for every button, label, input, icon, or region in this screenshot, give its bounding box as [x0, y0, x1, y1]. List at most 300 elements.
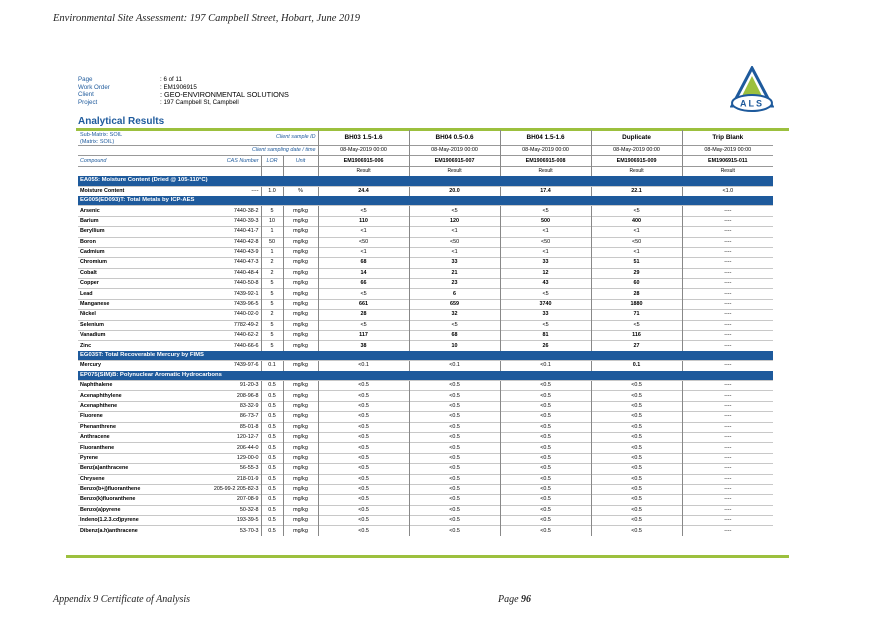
- result-value: <0.5: [591, 380, 682, 390]
- cas-number: 56-55-3: [200, 464, 261, 474]
- lor-value: 0.5: [261, 412, 283, 422]
- table-row: [78, 432, 773, 442]
- lor-value: 5: [261, 320, 283, 330]
- column-header-row: [78, 156, 773, 166]
- result-value: <5: [318, 320, 409, 330]
- cas-number: 7440-38-2: [200, 206, 261, 216]
- result-value: ----: [682, 443, 773, 453]
- unit-value: mg/kg: [283, 474, 318, 484]
- result-value: <5: [591, 206, 682, 216]
- section-header-row: [78, 371, 773, 381]
- result-value: <0.5: [500, 401, 591, 411]
- result-value: ----: [682, 289, 773, 299]
- result-value: 68: [409, 331, 500, 341]
- compound-name: Dibenz(a.h)anthracene: [78, 526, 200, 536]
- compound-name: Arsenic: [78, 206, 200, 216]
- unit-value: mg/kg: [283, 422, 318, 432]
- table-row: [78, 495, 773, 505]
- lor-value: 0.5: [261, 453, 283, 463]
- report-meta: [78, 76, 289, 107]
- result-value: <1: [318, 247, 409, 257]
- table-row: [78, 526, 773, 536]
- result-value: 10: [409, 341, 500, 351]
- result-value: 33: [500, 310, 591, 320]
- result-value: <5: [500, 289, 591, 299]
- cas-number: 50-32-8: [200, 505, 261, 515]
- result-value: <0.5: [591, 443, 682, 453]
- result-value: ----: [682, 331, 773, 341]
- table-row: [78, 320, 773, 330]
- cas-number: 86-73-7: [200, 412, 261, 422]
- result-value: <1: [591, 227, 682, 237]
- unit-value: %: [283, 186, 318, 196]
- result-value: <1: [409, 247, 500, 257]
- lor-value: 0.5: [261, 401, 283, 411]
- section-title: EA055: Moisture Content (Dried @ 105-110°C): [78, 176, 773, 186]
- sample-date-1: 08-May-2019 00:00: [318, 146, 409, 156]
- compound-name: Benz(a)anthracene: [78, 464, 200, 474]
- lor-header: LOR: [261, 156, 283, 166]
- lor-value: 0.5: [261, 516, 283, 526]
- compound-name: Fluoranthene: [78, 443, 200, 453]
- table-row: [78, 289, 773, 299]
- unit-value: mg/kg: [283, 464, 318, 474]
- result-value: 28: [318, 310, 409, 320]
- result-value: <0.5: [500, 391, 591, 401]
- table-row: [78, 299, 773, 309]
- result-value: <0.5: [318, 495, 409, 505]
- result-value: <0.1: [409, 361, 500, 371]
- cas-number: 193-39-5: [200, 516, 261, 526]
- result-label-2: Result: [409, 166, 500, 176]
- compound-name: Cadmium: [78, 247, 200, 257]
- unit-value: mg/kg: [283, 258, 318, 268]
- result-value: ----: [682, 484, 773, 494]
- lor-value: 0.5: [261, 432, 283, 442]
- result-value: <0.5: [409, 464, 500, 474]
- result-value: 22.1: [591, 186, 682, 196]
- result-value: 12: [500, 268, 591, 278]
- sample-id-5: Trip Blank: [682, 130, 773, 146]
- result-value: <0.1: [500, 361, 591, 371]
- result-value: <5: [500, 320, 591, 330]
- result-value: <0.5: [409, 432, 500, 442]
- table-row: [78, 516, 773, 526]
- lor-value: 50: [261, 237, 283, 247]
- lor-value: 0.5: [261, 495, 283, 505]
- result-value: <0.5: [409, 453, 500, 463]
- unit-value: mg/kg: [283, 453, 318, 463]
- table-row: [78, 258, 773, 268]
- unit-value: mg/kg: [283, 361, 318, 371]
- compound-name: Naphthalene: [78, 380, 200, 390]
- result-value: ----: [682, 516, 773, 526]
- cas-number: 7440-42-8: [200, 237, 261, 247]
- compound-name: Barium: [78, 216, 200, 226]
- cas-number: 7440-41-7: [200, 227, 261, 237]
- result-value: <0.5: [591, 505, 682, 515]
- compound-name: Benzo(k)fluoranthene: [78, 495, 200, 505]
- lor-value: 2: [261, 268, 283, 278]
- result-value: <5: [591, 320, 682, 330]
- result-value: 0.1: [591, 361, 682, 371]
- result-value: 400: [591, 216, 682, 226]
- unit-value: mg/kg: [283, 391, 318, 401]
- cas-header: CAS Number: [200, 156, 261, 166]
- result-label-3: Result: [500, 166, 591, 176]
- unit-value: mg/kg: [283, 237, 318, 247]
- table-row: [78, 443, 773, 453]
- result-value: <0.5: [318, 464, 409, 474]
- result-value: <0.5: [318, 484, 409, 494]
- result-value: <1: [318, 227, 409, 237]
- logo-text: ALS: [740, 98, 764, 109]
- table-row: [78, 268, 773, 278]
- cas-number: 7440-62-2: [200, 331, 261, 341]
- meta-page-value: : 6 of 11: [160, 76, 182, 83]
- result-value: ----: [682, 495, 773, 505]
- cas-number: 218-01-9: [200, 474, 261, 484]
- meta-client-value: : GEO-ENVIRONMENTAL SOLUTIONS: [160, 90, 289, 100]
- result-value: ----: [682, 258, 773, 268]
- result-value: <0.5: [318, 505, 409, 515]
- table-row: [78, 412, 773, 422]
- result-value: <0.5: [409, 526, 500, 536]
- result-value: <0.5: [591, 474, 682, 484]
- table-row: [78, 310, 773, 320]
- result-value: <0.5: [409, 484, 500, 494]
- sample-date-5: 08-May-2019 00:00: [682, 146, 773, 156]
- lor-value: 1: [261, 227, 283, 237]
- result-value: <0.1: [318, 361, 409, 371]
- table-row: [78, 453, 773, 463]
- unit-value: mg/kg: [283, 216, 318, 226]
- compound-name: Chrysene: [78, 474, 200, 484]
- result-label-5: Result: [682, 166, 773, 176]
- result-value: <0.5: [500, 484, 591, 494]
- result-value: 6: [409, 289, 500, 299]
- result-value: 120: [409, 216, 500, 226]
- result-value: 60: [591, 279, 682, 289]
- compound-name: Chromium: [78, 258, 200, 268]
- compound-name: Phenanthrene: [78, 422, 200, 432]
- result-value: <0.5: [500, 412, 591, 422]
- result-value: <0.5: [409, 505, 500, 515]
- unit-value: mg/kg: [283, 380, 318, 390]
- sample-id-2: BH04 0.5-0.6: [409, 130, 500, 146]
- result-value: 81: [500, 331, 591, 341]
- result-value: <0.5: [500, 516, 591, 526]
- lor-value: 2: [261, 258, 283, 268]
- table-row: [78, 391, 773, 401]
- lor-value: 1: [261, 247, 283, 257]
- compound-name: Zinc: [78, 341, 200, 351]
- result-value: <0.5: [409, 422, 500, 432]
- result-value: <0.5: [318, 432, 409, 442]
- page-prefix: Page: [498, 594, 519, 605]
- cas-number: 208-96-8: [200, 391, 261, 401]
- meta-client-label: Client: [78, 91, 94, 99]
- compound-name: Benzo(b+j)fluoranthene: [78, 484, 200, 494]
- section-header-row: [78, 351, 773, 361]
- result-value: <0.5: [318, 453, 409, 463]
- meta-page-label: Page: [78, 76, 93, 83]
- section-header-row: [78, 176, 773, 186]
- result-value: ----: [682, 505, 773, 515]
- lor-value: 2: [261, 310, 283, 320]
- sample-date-4: 08-May-2019 00:00: [591, 146, 682, 156]
- lor-value: 5: [261, 289, 283, 299]
- result-value: <0.5: [500, 422, 591, 432]
- result-value: <0.5: [318, 526, 409, 536]
- table-row: [78, 279, 773, 289]
- lor-value: 5: [261, 341, 283, 351]
- result-value: ----: [682, 320, 773, 330]
- compound-name: Benzo(a)pyrene: [78, 505, 200, 515]
- compound-name: Fluorene: [78, 412, 200, 422]
- result-value: <0.5: [318, 516, 409, 526]
- result-value: <0.5: [591, 464, 682, 474]
- result-value: <5: [318, 206, 409, 216]
- lor-value: 0.5: [261, 505, 283, 515]
- result-value: <0.5: [409, 474, 500, 484]
- result-value: <1: [500, 227, 591, 237]
- result-value: ----: [682, 526, 773, 536]
- table-row: [78, 216, 773, 226]
- result-value: <0.5: [500, 505, 591, 515]
- compound-name: Mercury: [78, 361, 200, 371]
- lor-value: 5: [261, 299, 283, 309]
- lor-value: 10: [261, 216, 283, 226]
- cas-number: 7440-02-0: [200, 310, 261, 320]
- table-row: [78, 331, 773, 341]
- document-footer: Appendix 9 Certificate of Analysis: [53, 594, 191, 605]
- result-value: <0.5: [591, 412, 682, 422]
- table-row: [78, 484, 773, 494]
- compound-name: Copper: [78, 279, 200, 289]
- lor-value: 0.5: [261, 464, 283, 474]
- unit-value: mg/kg: [283, 516, 318, 526]
- unit-value: mg/kg: [283, 341, 318, 351]
- unit-value: mg/kg: [283, 331, 318, 341]
- sample-id-3: BH04 1.5-1.6: [500, 130, 591, 146]
- lor-value: 0.5: [261, 526, 283, 536]
- result-value: ----: [682, 464, 773, 474]
- result-value: ----: [682, 422, 773, 432]
- meta-work-order-value: : EM1906915: [160, 83, 197, 91]
- compound-header: Compound: [78, 156, 200, 166]
- result-value: <0.5: [318, 422, 409, 432]
- result-value: <0.5: [318, 412, 409, 422]
- result-value: <50: [409, 237, 500, 247]
- result-value: ----: [682, 310, 773, 320]
- table-row: [78, 422, 773, 432]
- result-value: ----: [682, 227, 773, 237]
- lab-id-5: EM1906915-011: [682, 156, 773, 166]
- result-value: ----: [682, 279, 773, 289]
- compound-name: Cobalt: [78, 268, 200, 278]
- results-table: [78, 130, 773, 536]
- table-row: [78, 474, 773, 484]
- result-value: 1880: [591, 299, 682, 309]
- unit-value: mg/kg: [283, 484, 318, 494]
- table-row: [78, 401, 773, 411]
- result-value: ----: [682, 237, 773, 247]
- result-value: 71: [591, 310, 682, 320]
- compound-name: Manganese: [78, 299, 200, 309]
- sampling-date-label: Client sampling date / time: [200, 146, 318, 156]
- table-row: [78, 227, 773, 237]
- lab-id-4: EM1906915-009: [591, 156, 682, 166]
- result-value: <0.5: [500, 495, 591, 505]
- result-value: <0.5: [409, 412, 500, 422]
- page-title: Analytical Results: [78, 116, 165, 127]
- result-value: <0.5: [591, 391, 682, 401]
- result-value: <0.5: [500, 453, 591, 463]
- submatrix-text: Sub-Matrix: SOIL: [80, 132, 123, 138]
- cas-number: 7440-47-3: [200, 258, 261, 268]
- table-row: [78, 206, 773, 216]
- unit-value: mg/kg: [283, 227, 318, 237]
- result-value: ----: [682, 391, 773, 401]
- cas-number: 85-01-8: [200, 422, 261, 432]
- result-value: 33: [409, 258, 500, 268]
- result-value: 38: [318, 341, 409, 351]
- matrix-text: (Matrix: SOIL): [80, 138, 115, 145]
- result-value: 24.4: [318, 186, 409, 196]
- unit-value: mg/kg: [283, 279, 318, 289]
- compound-name: Pyrene: [78, 453, 200, 463]
- result-value: 500: [500, 216, 591, 226]
- compound-name: Anthracene: [78, 432, 200, 442]
- page-number-value: 96: [521, 594, 532, 605]
- compound-name: Vanadium: [78, 331, 200, 341]
- sample-id-header-row: [78, 130, 773, 146]
- lab-id-2: EM1906915-007: [409, 156, 500, 166]
- table-row: [78, 237, 773, 247]
- cas-number: 91-20-3: [200, 380, 261, 390]
- result-value: ----: [682, 268, 773, 278]
- lor-value: 5: [261, 279, 283, 289]
- unit-value: mg/kg: [283, 505, 318, 515]
- result-label-1: Result: [318, 166, 409, 176]
- compound-name: Nickel: [78, 310, 200, 320]
- unit-value: mg/kg: [283, 268, 318, 278]
- result-value: <0.5: [409, 495, 500, 505]
- result-value: <0.5: [500, 464, 591, 474]
- result-value: <0.5: [591, 484, 682, 494]
- result-value: ----: [682, 341, 773, 351]
- section-title: EP075(SIM)B: Polynuclear Aromatic Hydrocarbons: [78, 371, 773, 381]
- result-value: 29: [591, 268, 682, 278]
- page-number: [498, 594, 531, 605]
- lor-value: 1.0: [261, 186, 283, 196]
- result-value: <0.5: [591, 432, 682, 442]
- result-value: 17.4: [500, 186, 591, 196]
- unit-header: Unit: [283, 156, 318, 166]
- result-value: <0.5: [591, 422, 682, 432]
- unit-value: mg/kg: [283, 289, 318, 299]
- result-value: 28: [591, 289, 682, 299]
- result-value: <0.5: [409, 391, 500, 401]
- compound-name: Lead: [78, 289, 200, 299]
- result-value: <0.5: [500, 443, 591, 453]
- result-value: <50: [500, 237, 591, 247]
- compound-name: Beryllium: [78, 227, 200, 237]
- compound-name: Moisture Content: [78, 186, 200, 196]
- result-value: <0.5: [318, 401, 409, 411]
- result-value: <50: [318, 237, 409, 247]
- result-value: <5: [500, 206, 591, 216]
- compound-name: Boron: [78, 237, 200, 247]
- cas-number: 7440-50-8: [200, 279, 261, 289]
- submatrix-label: [78, 130, 200, 146]
- unit-value: mg/kg: [283, 443, 318, 453]
- table-row: [78, 247, 773, 257]
- result-header-row: [78, 166, 773, 176]
- result-value: 26: [500, 341, 591, 351]
- result-value: 110: [318, 216, 409, 226]
- compound-name: Acenaphthene: [78, 401, 200, 411]
- client-sample-id-label: Client sample ID: [275, 134, 316, 140]
- result-value: <0.5: [500, 380, 591, 390]
- result-value: 3740: [500, 299, 591, 309]
- lor-value: 0.1: [261, 361, 283, 371]
- unit-value: mg/kg: [283, 495, 318, 505]
- result-value: ----: [682, 247, 773, 257]
- cas-number: 7782-49-2: [200, 320, 261, 330]
- result-label-4: Result: [591, 166, 682, 176]
- lor-value: 0.5: [261, 391, 283, 401]
- sample-id-1: BH03 1.5-1.6: [318, 130, 409, 146]
- lor-value: 0.5: [261, 380, 283, 390]
- result-value: <0.5: [500, 474, 591, 484]
- unit-value: mg/kg: [283, 526, 318, 536]
- meta-project-value: : 197 Campbell St, Campbell: [160, 99, 239, 107]
- cas-number: 7440-48-4: [200, 268, 261, 278]
- cas-number: 53-70-3: [200, 526, 261, 536]
- result-value: ----: [682, 412, 773, 422]
- cas-number: 83-32-9: [200, 401, 261, 411]
- compound-name: Selenium: [78, 320, 200, 330]
- result-value: <0.5: [591, 526, 682, 536]
- als-logo: [730, 66, 774, 116]
- cas-number: 207-08-9: [200, 495, 261, 505]
- cas-number: 129-00-0: [200, 453, 261, 463]
- unit-value: mg/kg: [283, 432, 318, 442]
- result-value: 27: [591, 341, 682, 351]
- result-value: <1: [409, 227, 500, 237]
- result-value: ----: [682, 206, 773, 216]
- result-value: ----: [682, 453, 773, 463]
- result-value: 20.0: [409, 186, 500, 196]
- unit-value: mg/kg: [283, 412, 318, 422]
- lor-value: 5: [261, 206, 283, 216]
- result-value: ----: [682, 216, 773, 226]
- result-value: 117: [318, 331, 409, 341]
- result-value: ----: [682, 380, 773, 390]
- table-row: [78, 361, 773, 371]
- lor-value: 0.5: [261, 484, 283, 494]
- result-value: ----: [682, 299, 773, 309]
- cas-number: ----: [200, 186, 261, 196]
- result-value: <0.5: [591, 401, 682, 411]
- cas-number: 7440-43-9: [200, 247, 261, 257]
- result-value: <1: [500, 247, 591, 257]
- result-value: <0.5: [409, 443, 500, 453]
- section-title: EG035T: Total Recoverable Mercury by FIMS: [78, 351, 773, 361]
- section-title: EG005(ED093)T: Total Metals by ICP-AES: [78, 196, 773, 206]
